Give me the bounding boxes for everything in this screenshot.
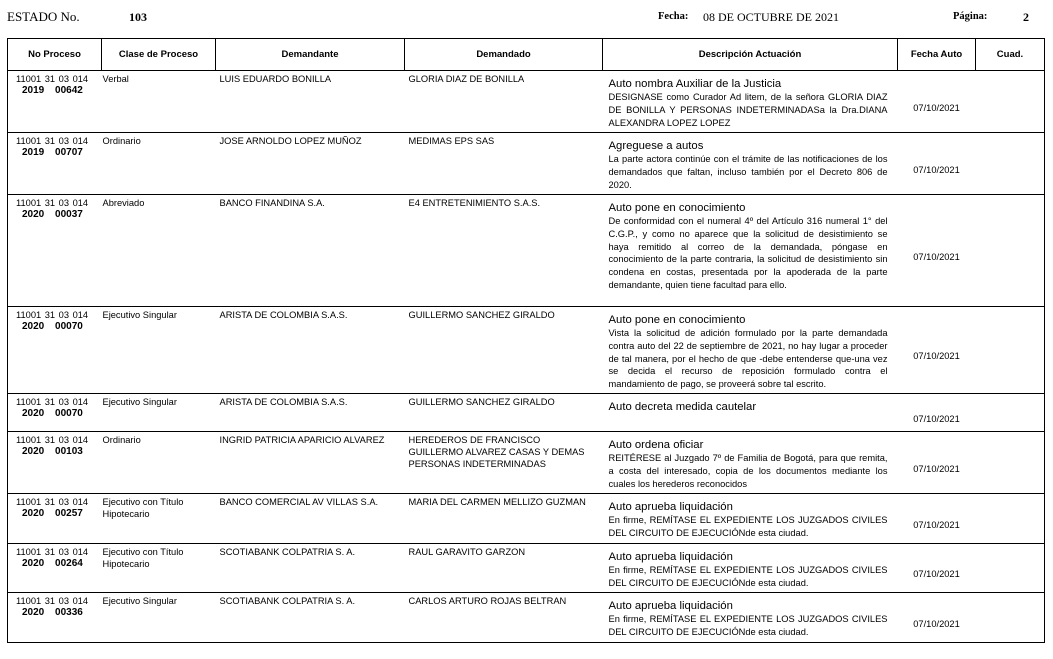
actuacion-title: Auto nombra Auxiliar de la Justicia bbox=[608, 78, 782, 90]
numero-proceso: 2020 00257 bbox=[22, 508, 83, 519]
table-row bbox=[8, 71, 1045, 133]
clase-cell: Verbal bbox=[102, 71, 216, 133]
actuacion-detail: De conformidad con el numeral 4º del Artículo 316 numeral 1° del C.G.P., y como no aparece que la solicitud de desistimiento se haya remitido al correo de la demandada, póngase en conocimiento de la parte contraria, la solicitud de desistimiento sin condena en costas, presentada por la apoderada de la parte demandante, quien tiene facultad para ello. bbox=[608, 216, 888, 290]
numero-proceso: 2020 00264 bbox=[22, 558, 83, 569]
fecha-auto-cell bbox=[898, 394, 976, 432]
clase-cell: Ordinario bbox=[102, 432, 216, 494]
demandante-cell: BANCO COMERCIAL AV VILLAS S.A. bbox=[216, 494, 405, 544]
fecha-auto-text: 07/10/2021 bbox=[913, 102, 960, 113]
clase-cell: Ordinario bbox=[102, 133, 216, 195]
proceso-cell bbox=[8, 494, 102, 544]
col-header-fecha-auto: Fecha Auto bbox=[898, 39, 976, 71]
clase-cell: Ejecutivo con Título Hipotecario bbox=[102, 544, 216, 593]
fecha-auto-text: 07/10/2021 bbox=[913, 618, 960, 629]
table-header-row bbox=[8, 39, 1045, 71]
col-header-cuad: Cuad. bbox=[976, 39, 1045, 71]
numero-proceso: 2020 00070 bbox=[22, 408, 83, 419]
actuacion-title: Auto pone en conocimiento bbox=[608, 314, 746, 326]
actuacion-title: Auto aprueba liquidación bbox=[608, 501, 733, 513]
descripcion-cell bbox=[603, 195, 898, 307]
demandado-cell: RAUL GARAVITO GARZON bbox=[405, 544, 603, 593]
descripcion-cell bbox=[603, 494, 898, 544]
pagina-label: Página: bbox=[953, 11, 988, 22]
cuad-cell bbox=[976, 432, 1045, 494]
actuacion-title: Auto pone en conocimiento bbox=[608, 202, 746, 214]
actuacion-detail: REITÉRESE al Juzgado 7º de Familia de Bogotá, para que remita, a costa del interesado, copia de los documentos mediante los cuales los herederos reconocidos bbox=[608, 453, 888, 489]
proceso-cell bbox=[8, 195, 102, 307]
numero-proceso: 2020 00336 bbox=[22, 607, 83, 618]
proceso-cell bbox=[8, 133, 102, 195]
fecha-auto-cell bbox=[898, 593, 976, 643]
cuad-cell bbox=[976, 593, 1045, 643]
clase-cell: Ejecutivo con Título Hipotecario bbox=[102, 494, 216, 544]
table-row bbox=[8, 544, 1045, 593]
proceso-cell bbox=[8, 394, 102, 432]
descripcion-cell bbox=[603, 307, 898, 394]
demandado-cell: GLORIA DIAZ DE BONILLA bbox=[405, 71, 603, 133]
fecha-auto-cell bbox=[898, 133, 976, 195]
radicado-text: 11001 31 03 014 bbox=[16, 198, 89, 208]
demandante-cell: LUIS EDUARDO BONILLA bbox=[216, 71, 405, 133]
table-row bbox=[8, 494, 1045, 544]
clase-cell: Ejecutivo Singular bbox=[102, 593, 216, 643]
actuacion-detail: En firme, REMÍTASE EL EXPEDIENTE LOS JUZGADOS CIVILES DEL CIRCUITO DE EJECUCIÓNde esta ciudad. bbox=[608, 565, 888, 588]
fecha-value: 08 DE OCTUBRE DE 2021 bbox=[703, 10, 839, 24]
cuad-cell bbox=[976, 71, 1045, 133]
demandado-cell: MARIA DEL CARMEN MELLIZO GUZMAN bbox=[405, 494, 603, 544]
clase-cell: Ejecutivo Singular bbox=[102, 394, 216, 432]
estado-number: 103 bbox=[129, 10, 147, 24]
cuad-cell bbox=[976, 494, 1045, 544]
demandante-cell: ARISTA DE COLOMBIA S.A.S. bbox=[216, 394, 405, 432]
radicado-text: 11001 31 03 014 bbox=[16, 136, 89, 146]
numero-proceso: 2019 00707 bbox=[22, 147, 83, 158]
radicado-text: 11001 31 03 014 bbox=[16, 74, 89, 84]
col-header-clase: Clase de Proceso bbox=[102, 39, 216, 71]
fecha-auto-text: 07/10/2021 bbox=[913, 251, 960, 262]
demandante-cell: ARISTA DE COLOMBIA S.A.S. bbox=[216, 307, 405, 394]
actuacion-detail: En firme, REMÍTASE EL EXPEDIENTE LOS JUZGADOS CIVILES DEL CIRCUITO DE EJECUCIÓNde esta ciudad. bbox=[608, 515, 888, 538]
radicado-text: 11001 31 03 014 bbox=[16, 310, 89, 320]
fecha-auto-text: 07/10/2021 bbox=[913, 519, 960, 530]
radicado-text: 11001 31 03 014 bbox=[16, 397, 89, 407]
radicado-text: 11001 31 03 014 bbox=[16, 435, 89, 445]
pagina-number: 2 bbox=[1023, 10, 1029, 24]
proceso-cell bbox=[8, 71, 102, 133]
numero-proceso: 2020 00070 bbox=[22, 321, 83, 332]
table-row bbox=[8, 307, 1045, 394]
radicado-text: 11001 31 03 014 bbox=[16, 497, 89, 507]
table-body bbox=[8, 71, 1045, 643]
table-row bbox=[8, 133, 1045, 195]
actuacion-title: Auto aprueba liquidación bbox=[608, 600, 733, 612]
demandado-cell: HEREDEROS DE FRANCISCO GUILLERMO ALVAREZ CASAS Y DEMAS PERSONAS INDETERMINADAS bbox=[405, 432, 603, 494]
fecha-auto-cell bbox=[898, 71, 976, 133]
col-header-proceso: No Proceso bbox=[8, 39, 102, 71]
actuacion-detail: Vista la solicitud de adición formulado por la parte demandada contra auto del 22 de septiembre de 2021, no hay lugar a proceder de tal manera, por el hecho de que -debe entenderse que-una vez se decida el recurso de reposición formulado contra el mandamiento de pago, se proveerá sobre tal escrito. bbox=[608, 328, 888, 390]
actuacion-detail: DESIGNASE como Curador Ad litem, de la señora GLORIA DIAZ DE BONILLA Y PERSONAS INDETERMINADASa la Dra.DIANA ALEXANDRA LOPEZ LOPEZ bbox=[608, 92, 888, 128]
proceso-cell bbox=[8, 593, 102, 643]
clase-cell: Ejecutivo Singular bbox=[102, 307, 216, 394]
numero-proceso: 2020 00103 bbox=[22, 446, 83, 457]
fecha-auto-text: 07/10/2021 bbox=[913, 351, 960, 361]
descripcion-cell bbox=[603, 71, 898, 133]
fecha-label: Fecha: bbox=[658, 11, 689, 22]
demandante-cell: BANCO FINANDINA S.A. bbox=[216, 195, 405, 307]
estado-table bbox=[7, 38, 1045, 643]
numero-proceso: 2020 00037 bbox=[22, 209, 83, 220]
radicado-text: 11001 31 03 014 bbox=[16, 547, 89, 557]
table-row bbox=[8, 195, 1045, 307]
estado-label: ESTADO No. bbox=[7, 9, 80, 24]
demandado-cell: E4 ENTRETENIMIENTO S.A.S. bbox=[405, 195, 603, 307]
table-row bbox=[8, 394, 1045, 432]
descripcion-cell bbox=[603, 544, 898, 593]
descripcion-cell bbox=[603, 133, 898, 195]
demandado-cell: CARLOS ARTURO ROJAS BELTRAN bbox=[405, 593, 603, 643]
descripcion-cell bbox=[603, 394, 898, 432]
proceso-cell bbox=[8, 307, 102, 394]
proceso-cell bbox=[8, 544, 102, 593]
descripcion-cell bbox=[603, 432, 898, 494]
fecha-auto-cell bbox=[898, 544, 976, 593]
fecha-auto-text: 07/10/2021 bbox=[913, 569, 960, 579]
proceso-cell bbox=[8, 432, 102, 494]
fecha-auto-text: 07/10/2021 bbox=[913, 413, 960, 424]
clase-cell: Abreviado bbox=[102, 195, 216, 307]
demandante-cell: SCOTIABANK COLPATRIA S. A. bbox=[216, 544, 405, 593]
demandado-cell: GUILLERMO SANCHEZ GIRALDO bbox=[405, 307, 603, 394]
fecha-auto-cell bbox=[898, 432, 976, 494]
cuad-cell bbox=[976, 133, 1045, 195]
table-row bbox=[8, 593, 1045, 643]
fecha-auto-cell bbox=[898, 195, 976, 307]
cuad-cell bbox=[976, 544, 1045, 593]
actuacion-detail: En firme, REMÍTASE EL EXPEDIENTE LOS JUZGADOS CIVILES DEL CIRCUITO DE EJECUCIÓNde esta ciudad. bbox=[608, 614, 888, 637]
demandado-cell: GUILLERMO SANCHEZ GIRALDO bbox=[405, 394, 603, 432]
fecha-auto-text: 07/10/2021 bbox=[913, 463, 960, 474]
actuacion-title: Agreguese a autos bbox=[608, 140, 704, 152]
col-header-demandante: Demandante bbox=[216, 39, 405, 71]
col-header-descripcion: Descripción Actuación bbox=[603, 39, 898, 71]
fecha-auto-text: 07/10/2021 bbox=[913, 164, 960, 175]
col-header-demandado: Demandado bbox=[405, 39, 603, 71]
descripcion-cell bbox=[603, 593, 898, 643]
radicado-text: 11001 31 03 014 bbox=[16, 596, 89, 606]
cuad-cell bbox=[976, 195, 1045, 307]
fecha-auto-cell bbox=[898, 494, 976, 544]
demandado-cell: MEDIMAS EPS SAS bbox=[405, 133, 603, 195]
cuad-cell bbox=[976, 307, 1045, 394]
numero-proceso: 2019 00642 bbox=[22, 85, 83, 96]
actuacion-detail: La parte actora continúe con el trámite de las notificaciones de los demandados que faltan, incluso también por el Decreto 806 de 2020. bbox=[608, 154, 888, 190]
demandante-cell: INGRID PATRICIA APARICIO ALVAREZ bbox=[216, 432, 405, 494]
actuacion-title: Auto ordena oficiar bbox=[608, 439, 704, 451]
actuacion-title: Auto aprueba liquidación bbox=[608, 551, 733, 563]
table-row bbox=[8, 432, 1045, 494]
demandante-cell: JOSE ARNOLDO LOPEZ MUÑOZ bbox=[216, 133, 405, 195]
fecha-auto-cell bbox=[898, 307, 976, 394]
demandante-cell: SCOTIABANK COLPATRIA S. A. bbox=[216, 593, 405, 643]
actuacion-title: Auto decreta medida cautelar bbox=[608, 401, 757, 413]
cuad-cell bbox=[976, 394, 1045, 432]
